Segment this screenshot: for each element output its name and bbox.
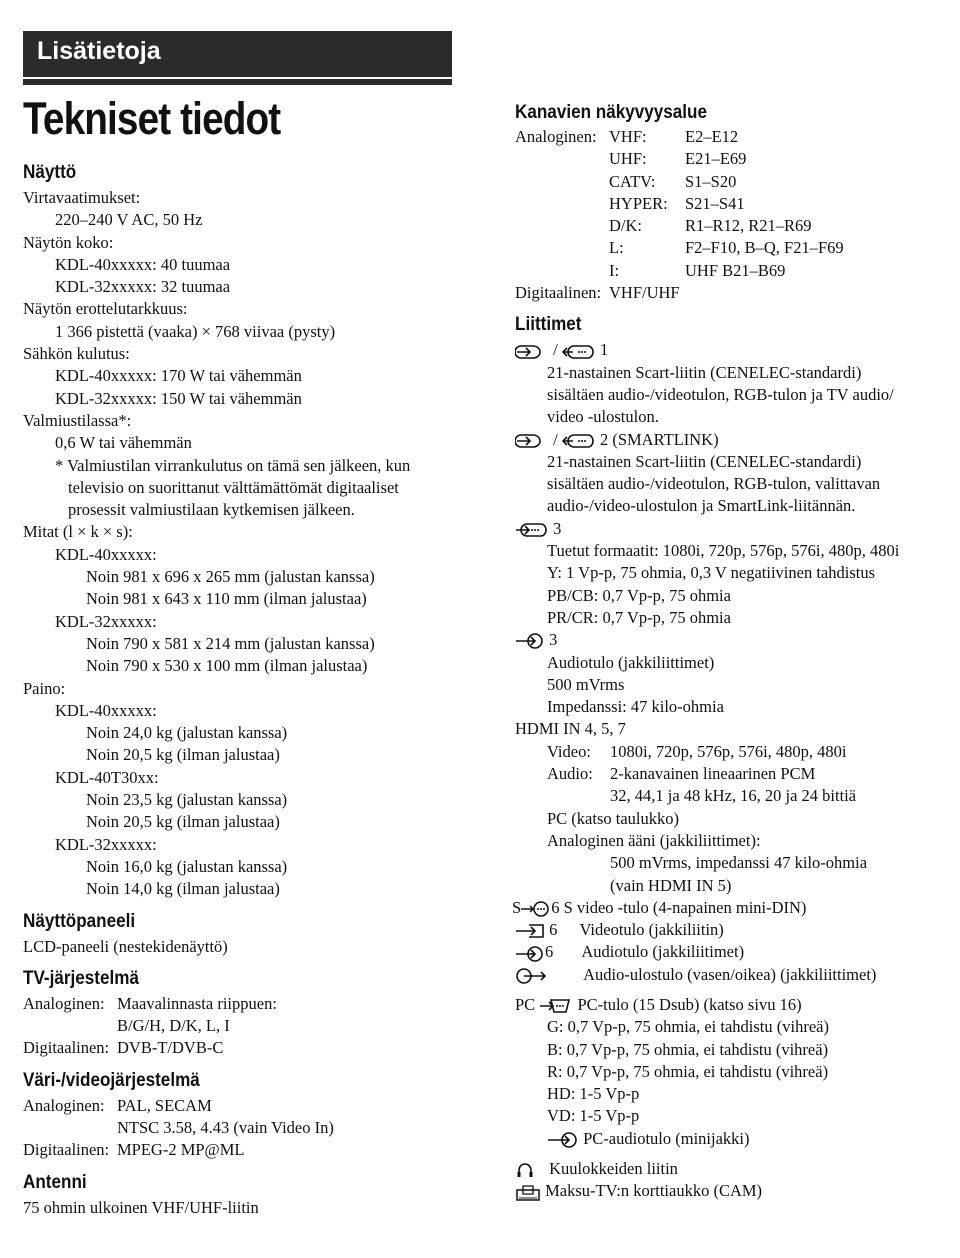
spec-value: PC (katso taulukko) <box>547 808 679 828</box>
spec-value: B: 0,7 Vp-p, 75 ohmia, ei tahdistu (vihreä) <box>547 1039 829 1059</box>
connector-number: 3 <box>549 630 558 650</box>
spec-value: Audiotulo (jakkiliittimet) <box>547 652 715 672</box>
channel-range: S1–S20 <box>685 171 737 191</box>
audio-output-icon <box>515 967 549 985</box>
spec-value: R: 0,7 Vp-p, 75 ohmia, ei tahdistu (vihreä) <box>547 1061 829 1081</box>
spec-label: Sähkön kulutus: <box>23 344 130 364</box>
spec-label: Video: <box>547 741 591 761</box>
spec-row <box>515 282 945 304</box>
connector-number: 6 <box>549 920 558 940</box>
spec-value: Videotulo (jakkiliitin) <box>579 920 724 940</box>
connector-svideo-6 <box>512 897 945 919</box>
spec-row <box>515 763 945 785</box>
spec-model: KDL-40T30xx: <box>55 767 159 787</box>
connector-number: 1 <box>599 340 609 360</box>
channel-row <box>515 237 945 259</box>
spec-label: Valmiustilassa*: <box>23 410 132 430</box>
spec-value: (vain HDMI IN 5) <box>610 875 732 895</box>
spec-value: sisältäen audio-/videotulon, RGB-tulon, valittavan <box>547 474 881 494</box>
connector-pc-audio <box>515 1128 945 1150</box>
spec-value: 500 mVrms <box>547 674 625 694</box>
spec-value: Noin 981 x 696 x 265 mm (jalustan kanssa) <box>86 567 375 587</box>
spec-value: MPEG-2 MP@ML <box>117 1140 245 1160</box>
section-heading-vari: Väri-/videojärjestelmä <box>23 1069 200 1091</box>
video-input-icon <box>515 922 545 940</box>
channel-range: R1–R12, R21–R69 <box>685 216 812 236</box>
audio-input-icon <box>515 945 545 963</box>
channel-row <box>515 126 945 148</box>
section-heading-tv: TV-järjestelmä <box>23 967 139 989</box>
section-heading-antenni: Antenni <box>23 1171 87 1193</box>
headphone-icon <box>515 1161 535 1179</box>
right-column <box>512 102 945 1203</box>
channel-range: UHF B21–B69 <box>685 260 786 280</box>
spec-label: Mitat (l × k × s): <box>23 522 133 542</box>
section-heading-paneeli: Näyttöpaneeli <box>23 910 136 932</box>
spec-value: 75 ohmin ulkoinen VHF/UHF-liitin <box>23 1197 259 1217</box>
spec-value: KDL-32xxxxx: 32 tuumaa <box>55 277 231 297</box>
connector-audio-out <box>515 964 945 986</box>
spec-value: KDL-40xxxxx: 40 tuumaa <box>55 254 231 274</box>
component-input-icon <box>515 521 549 539</box>
spec-label: Näytön koko: <box>23 232 114 252</box>
left-column <box>23 162 463 1219</box>
channel-row <box>515 193 945 215</box>
section-heading-liittimet: Liittimet <box>515 314 582 336</box>
spec-model: KDL-40xxxxx: <box>55 700 157 720</box>
spec-value: PAL, SECAM <box>117 1095 212 1115</box>
spec-value: Noin 14,0 kg (ilman jalustaa) <box>86 879 280 899</box>
svideo-input-icon <box>521 900 551 918</box>
connector-number: 2 (SMARTLINK) <box>599 429 719 449</box>
spec-model: KDL-32xxxxx: <box>55 611 157 631</box>
spec-value: sisältäen audio-/videotulon, RGB-tulon ja TV audio/ <box>547 384 894 404</box>
channel-band: I: <box>609 260 620 280</box>
spec-value: Maavalinnasta riippuen: <box>117 993 277 1013</box>
spec-value: S video -tulo (4-napainen mini-DIN) <box>563 897 807 917</box>
spec-row <box>515 741 945 763</box>
spec-label: Audio: <box>547 764 593 784</box>
pc-audio-input-icon <box>547 1131 579 1149</box>
cam-slot-icon <box>515 1184 541 1202</box>
spec-value: Maksu-TV:n korttiaukko (CAM) <box>545 1181 763 1201</box>
spec-value: Noin 20,5 kg (ilman jalustaa) <box>86 745 280 765</box>
spec-label: Digitaalinen: <box>515 283 602 303</box>
channel-row <box>515 148 945 170</box>
spec-value: 32, 44,1 ja 48 kHz, 16, 20 ja 24 bittiä <box>610 786 857 806</box>
scart-output-icon <box>562 432 596 450</box>
spec-value: 1 366 pistettä (vaaka) × 768 viivaa (pysty) <box>55 321 336 341</box>
spec-label: Digitaalinen: <box>23 1140 110 1160</box>
spec-value: PC-tulo (15 Dsub) (katso sivu 16) <box>577 994 802 1014</box>
spec-value: video -ulostulon. <box>547 407 659 427</box>
spec-value: audio-/video-ulostulon ja SmartLink-liitännän. <box>547 496 856 516</box>
spec-value: NTSC 3.58, 4.43 (vain Video In) <box>117 1117 334 1137</box>
connector-number: 6 <box>545 942 554 962</box>
spec-value: Noin 790 x 581 x 214 mm (jalustan kanssa) <box>86 633 375 653</box>
connector-number: 6 <box>551 897 560 917</box>
spec-row <box>23 1095 463 1117</box>
page-title: Tekniset tiedot <box>23 93 281 144</box>
pc-input-icon <box>539 997 573 1015</box>
spec-value: Noin 790 x 530 x 100 mm (ilman jalustaa) <box>86 656 368 676</box>
spec-label: Virtavaatimukset: <box>23 188 141 207</box>
section-banner-label: Lisätietoja <box>37 37 161 65</box>
spec-label: Näytön erottelutarkkuus: <box>23 299 188 319</box>
spec-value: Impedanssi: 47 kilo-ohmia <box>547 697 724 717</box>
spec-value: PB/CB: 0,7 Vp-p, 75 ohmia <box>547 585 731 605</box>
spec-row <box>23 1037 463 1059</box>
connector-video-6 <box>515 919 945 941</box>
channel-band: CATV: <box>609 171 656 191</box>
channel-range: S21–S41 <box>685 193 745 213</box>
channel-band: VHF: <box>609 127 647 146</box>
spec-value: Y: 1 Vp-p, 75 ohmia, 0,3 V negatiivinen tahdistus <box>547 563 876 583</box>
spec-label: Digitaalinen: <box>23 1038 110 1058</box>
spec-value: Noin 16,0 kg (jalustan kanssa) <box>86 856 288 876</box>
spec-model: KDL-32xxxxx: <box>55 834 157 854</box>
spec-value: KDL-40xxxxx: 170 W tai vähemmän <box>55 366 302 386</box>
spec-value: HD: 1-5 Vp-p <box>547 1084 640 1104</box>
spec-model: KDL-40xxxxx: <box>55 544 157 564</box>
scart-output-icon <box>562 343 596 361</box>
spec-value: 2-kanavainen lineaarinen PCM <box>610 764 816 784</box>
spec-label: Paino: <box>23 678 66 698</box>
channel-band: UHF: <box>609 149 647 169</box>
channel-range: F2–F10, B–Q, F21–F69 <box>685 238 844 258</box>
section-heading-kanavat: Kanavien näkyvyysalue <box>515 102 708 123</box>
footnote: * Valmiustilan virrankulutus on tämä sen jälkeen, kun <box>55 455 411 475</box>
spec-value: Kuulokkeiden liitin <box>549 1159 678 1179</box>
spec-value: B/G/H, D/K, L, I <box>117 1016 230 1036</box>
spec-value: VD: 1-5 Vp-p <box>547 1106 640 1126</box>
channel-row <box>515 171 945 193</box>
spec-value: KDL-32xxxxx: 150 W tai vähemmän <box>55 388 302 408</box>
connector-scart-1: / 1 <box>515 339 945 361</box>
channel-range: E21–E69 <box>685 149 747 169</box>
spec-row <box>23 993 463 1015</box>
connector-component-3 <box>515 518 945 540</box>
scart-input-icon <box>515 343 549 361</box>
connector-pc <box>515 994 945 1016</box>
spec-value: Noin 23,5 kg (jalustan kanssa) <box>86 790 288 810</box>
connector-hdmi: HDMI IN 4, 5, 7 <box>515 719 626 739</box>
spec-value: G: 0,7 Vp-p, 75 ohmia, ei tahdistu (vihreä) <box>547 1017 829 1037</box>
pc-label: PC <box>515 994 536 1014</box>
svideo-prefix: S <box>512 897 522 917</box>
banner-rule <box>23 79 452 85</box>
footnote: televisio on suorittanut välttämättömät digitaaliset <box>68 477 399 497</box>
spec-label: Analoginen: <box>23 1095 105 1115</box>
section-banner <box>23 31 452 77</box>
section-heading-naytto: Näyttö <box>23 162 77 183</box>
spec-value: Noin 981 x 643 x 110 mm (ilman jalustaa) <box>86 589 367 609</box>
spec-value: Noin 24,0 kg (jalustan kanssa) <box>86 723 288 743</box>
spec-value: VHF/UHF <box>609 283 680 303</box>
connector-scart-2: / 2 (SMARTLINK) <box>515 429 945 451</box>
spec-label: Analoginen: <box>23 993 105 1013</box>
audio-input-icon <box>515 632 545 650</box>
channel-band: L: <box>609 238 624 258</box>
spec-value: Analoginen ääni (jakkiliittimet): <box>547 830 761 850</box>
channel-row <box>515 260 945 282</box>
channel-range: E2–E12 <box>685 127 739 146</box>
spec-value: LCD-paneeli (nestekidenäyttö) <box>23 936 228 956</box>
spec-value: 21-nastainen Scart-liitin (CENELEC-standardi) <box>547 451 862 471</box>
channel-band: HYPER: <box>609 193 668 213</box>
spec-value: Audiotulo (jakkiliitimet) <box>581 942 745 962</box>
spec-value: 500 mVrms, impedanssi 47 kilo-ohmia <box>610 853 868 873</box>
spec-value: 21-nastainen Scart-liitin (CENELEC-standardi) <box>547 362 862 382</box>
spec-value: PC-audiotulo (minijakki) <box>583 1128 750 1148</box>
connector-number: 3 <box>553 518 562 538</box>
spec-label: Analoginen: <box>515 127 597 146</box>
spec-row <box>23 1139 463 1161</box>
spec-value: Tuetut formaatit: 1080i, 720p, 576p, 576i, 480p, 480i <box>547 541 900 561</box>
spec-value: Audio-ulostulo (vasen/oikea) (jakkiliittimet) <box>583 964 877 984</box>
footnote: prosessit valmiustilaan kytkemisen jälkeen. <box>68 500 355 520</box>
channel-band: D/K: <box>609 216 642 236</box>
spec-value: PR/CR: 0,7 Vp-p, 75 ohmia <box>547 607 731 627</box>
channel-row <box>515 215 945 237</box>
spec-value: Noin 20,5 kg (ilman jalustaa) <box>86 812 280 832</box>
scart-input-icon <box>515 432 549 450</box>
spec-value: 1080i, 720p, 576p, 576i, 480p, 480i <box>610 741 847 761</box>
connector-audio-3 <box>515 629 945 651</box>
connector-headphone <box>515 1158 945 1180</box>
spec-value: DVB-T/DVB-C <box>117 1038 224 1058</box>
connector-cam <box>515 1180 945 1202</box>
connector-audio-6 <box>515 941 945 963</box>
spec-value: 220–240 V AC, 50 Hz <box>55 210 203 230</box>
spec-value: 0,6 W tai vähemmän <box>55 433 192 453</box>
